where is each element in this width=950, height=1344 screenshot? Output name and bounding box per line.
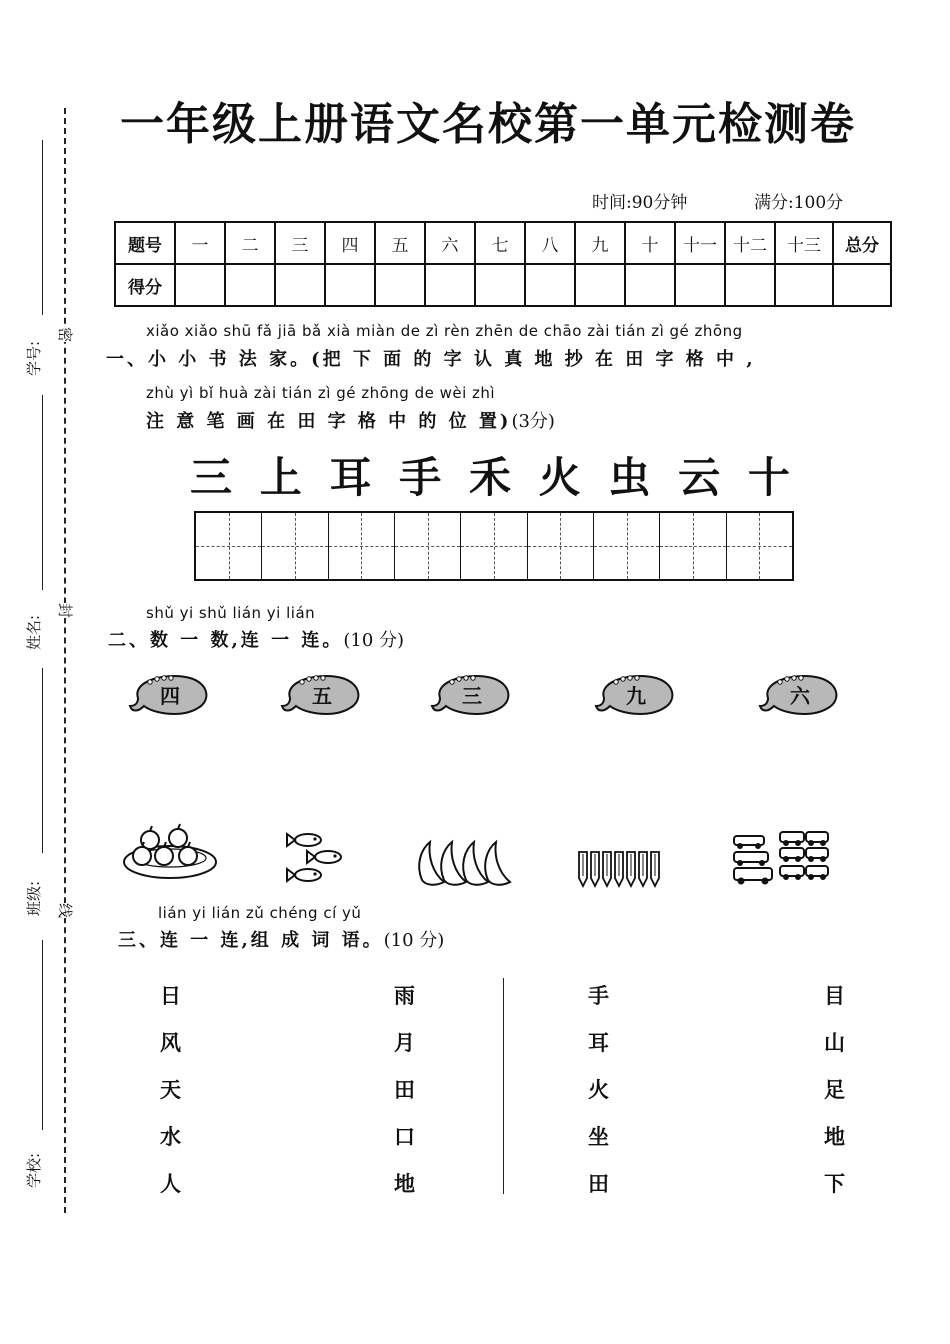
score-cell[interactable] (375, 264, 425, 306)
column-header: 七 (475, 222, 525, 264)
grid-cell[interactable] (594, 513, 660, 579)
word-left-8[interactable]: 火 (588, 1078, 609, 1102)
school-line (42, 940, 43, 1130)
grid-cell[interactable] (395, 513, 461, 579)
word-right-3[interactable]: 田 (394, 1078, 415, 1102)
exam-time: 时间:90分钟 (592, 193, 688, 213)
leaf-number: 六 (790, 684, 810, 708)
section1-pinyin-line2: zhù yì bǐ huà zài tián zì gé zhōng de wèi zhì (146, 384, 496, 402)
score-cell[interactable] (625, 264, 675, 306)
full-score: 满分:100分 (754, 193, 844, 213)
student-id-line (42, 140, 43, 315)
score-cell[interactable] (725, 264, 775, 306)
score-cell[interactable] (175, 264, 225, 306)
word-left-3[interactable]: 天 (160, 1078, 181, 1102)
column-header: 十二 (725, 222, 775, 264)
leaf-number: 九 (626, 684, 646, 708)
copy-character: 耳 (329, 453, 372, 502)
number-leaf[interactable] (594, 668, 678, 720)
seal-xian: 线 (56, 902, 75, 919)
tian-zi-grid (194, 511, 794, 581)
column-header: 八 (525, 222, 575, 264)
copy-character: 火 (538, 453, 581, 502)
copy-character: 禾 (468, 453, 511, 502)
column-divider (503, 978, 504, 1194)
column-header: 二 (225, 222, 275, 264)
name-line (42, 395, 43, 590)
word-left-5[interactable]: 人 (160, 1172, 181, 1196)
column-header: 十三 (775, 222, 833, 264)
seal-mi: 密 (56, 326, 75, 343)
school-label: 学校: (25, 1152, 44, 1189)
copy-character: 十 (747, 453, 790, 502)
score-cell[interactable] (675, 264, 725, 306)
score-label: 得分 (115, 264, 175, 306)
score-cell[interactable] (833, 264, 891, 306)
score-table (114, 221, 892, 307)
class-line (42, 668, 43, 853)
score-cell[interactable] (475, 264, 525, 306)
grid-cell[interactable] (196, 513, 262, 579)
section1-instruction-line2 (146, 407, 555, 433)
grid-cell[interactable] (461, 513, 527, 579)
score-cell[interactable] (775, 264, 833, 306)
grid-cell[interactable] (727, 513, 792, 579)
section3-pinyin: lián yi lián zǔ chéng cí yǔ (158, 904, 362, 922)
score-cell[interactable] (425, 264, 475, 306)
class-label: 班级: (25, 880, 44, 917)
column-header: 四 (325, 222, 375, 264)
section3-heading (118, 926, 444, 952)
column-header: 十 (625, 222, 675, 264)
word-right-1[interactable]: 雨 (394, 984, 415, 1008)
word-right-8[interactable]: 足 (824, 1078, 845, 1102)
number-leaf[interactable] (758, 668, 842, 720)
number-leaf[interactable] (280, 668, 364, 720)
total-header: 总分 (833, 222, 891, 264)
word-right-10[interactable]: 下 (824, 1172, 845, 1196)
word-right-6[interactable]: 目 (824, 984, 845, 1008)
student-id-label: 学号: (25, 340, 44, 377)
section1-heading (106, 345, 756, 371)
section2-heading (108, 626, 404, 652)
cars-icon[interactable] (728, 830, 832, 886)
number-leaf[interactable] (430, 668, 514, 720)
number-leaf[interactable] (128, 668, 212, 720)
copy-character: 三 (190, 453, 233, 502)
word-left-2[interactable]: 风 (160, 1031, 181, 1055)
pencils-icon[interactable] (576, 848, 662, 888)
score-table-score-row (115, 264, 891, 306)
word-right-4[interactable]: 口 (394, 1125, 415, 1149)
question-number-label: 题号 (115, 222, 175, 264)
section1-points: (3分) (511, 411, 555, 432)
copy-character: 手 (399, 453, 442, 502)
score-cell[interactable] (525, 264, 575, 306)
leaf-number: 四 (160, 684, 180, 708)
word-right-9[interactable]: 地 (824, 1125, 845, 1149)
score-table-header-row (115, 222, 891, 264)
column-header: 九 (575, 222, 625, 264)
section2-pinyin: shǔ yi shǔ lián yi lián (146, 604, 316, 622)
column-header: 六 (425, 222, 475, 264)
section1-title: 一、小 小 书 法 家。 (106, 349, 312, 370)
section2-title: 二、数 一 数,连 一 连。 (108, 630, 344, 651)
word-left-6[interactable]: 手 (588, 984, 609, 1008)
copy-characters-row (190, 445, 790, 505)
section3-points: (10 分) (383, 930, 445, 951)
score-cell[interactable] (325, 264, 375, 306)
word-right-2[interactable]: 月 (394, 1031, 415, 1055)
word-left-1[interactable]: 日 (160, 984, 181, 1008)
page-title: 一年级上册语文名校第一单元检测卷 (120, 99, 856, 150)
column-header: 一 (175, 222, 225, 264)
section2-points: (10 分) (343, 630, 405, 651)
word-left-10[interactable]: 田 (588, 1172, 609, 1196)
seal-feng: 封 (56, 602, 75, 619)
copy-character: 云 (678, 453, 721, 502)
word-left-4[interactable]: 水 (160, 1125, 181, 1149)
score-cell[interactable] (275, 264, 325, 306)
score-cell[interactable] (575, 264, 625, 306)
leaf-number: 五 (312, 684, 332, 708)
fish-icon[interactable] (284, 830, 350, 886)
grid-cell[interactable] (262, 513, 328, 579)
word-right-7[interactable]: 山 (824, 1031, 845, 1055)
grid-cell[interactable] (660, 513, 726, 579)
section1-instruction: (把 下 面 的 字 认 真 地 抄 在 田 字 格 中 , (311, 349, 756, 370)
section1-instruction-text: 注 意 笔 画 在 田 字 格 中 的 位 置) (146, 411, 512, 432)
column-header: 十一 (675, 222, 725, 264)
section1-pinyin-line1: xiǎo xiǎo shū fǎ jiā bǎ xià miàn de zì rèn zhēn de chāo zài tián zì gé zhōng (146, 322, 743, 340)
name-label: 姓名: (25, 614, 44, 651)
column-header: 五 (375, 222, 425, 264)
bananas-icon[interactable] (414, 836, 514, 888)
copy-character: 上 (259, 453, 302, 502)
word-left-7[interactable]: 耳 (588, 1031, 609, 1055)
apples-plate-icon[interactable] (120, 822, 220, 882)
leaf-number: 三 (462, 684, 482, 708)
word-left-9[interactable]: 坐 (588, 1125, 609, 1149)
section3-title: 三、连 一 连,组 成 词 语。 (118, 930, 384, 951)
grid-cell[interactable] (528, 513, 594, 579)
copy-character: 虫 (608, 453, 651, 502)
grid-cell[interactable] (329, 513, 395, 579)
score-cell[interactable] (225, 264, 275, 306)
binding-dashed-line (64, 108, 66, 1213)
column-header: 三 (275, 222, 325, 264)
word-right-5[interactable]: 地 (394, 1172, 415, 1196)
